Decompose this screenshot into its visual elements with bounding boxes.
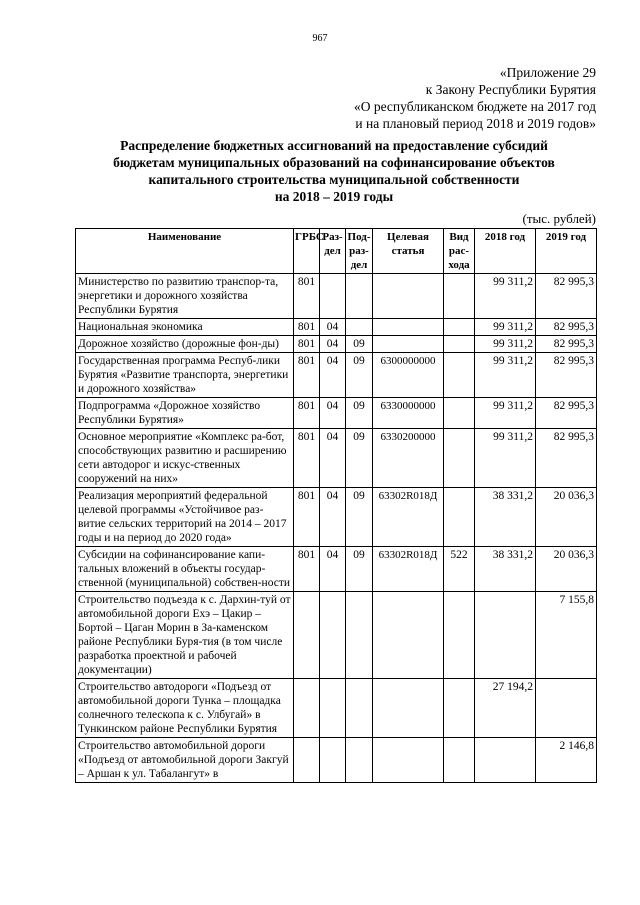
- cell-grbs: 801: [294, 336, 320, 353]
- header-target: Целевая статья: [373, 229, 444, 274]
- title-line: бюджетам муниципальных образований на софинансирование объектов: [113, 155, 555, 170]
- cell-podrazdel: [346, 319, 373, 336]
- cell-2019: 2 146,8: [536, 738, 597, 783]
- header-podrazdel: Под-раз-дел: [346, 229, 373, 274]
- table-header-row: [76, 229, 597, 274]
- budget-table: [75, 228, 597, 783]
- table-row: [76, 738, 597, 783]
- cell-target: [373, 274, 444, 319]
- table-row: [76, 353, 597, 398]
- cell-grbs: 801: [294, 319, 320, 336]
- header-grbs: ГРБС: [294, 229, 320, 274]
- table-row: [76, 398, 597, 429]
- cell-vid: [444, 738, 475, 783]
- cell-2019: 20 036,3: [536, 547, 597, 592]
- cell-2018: 99 311,2: [475, 398, 536, 429]
- cell-2018: 99 311,2: [475, 274, 536, 319]
- header-2019: 2019 год: [536, 229, 597, 274]
- cell-razdel: 04: [320, 488, 346, 547]
- cell-podrazdel: [346, 592, 373, 679]
- cell-vid: [444, 336, 475, 353]
- table-row: [76, 429, 597, 488]
- cell-target: 6330000000: [373, 398, 444, 429]
- cell-2019: 20 036,3: [536, 488, 597, 547]
- appendix-line: и на плановый период 2018 и 2019 годов»: [355, 116, 596, 131]
- cell-vid: [444, 398, 475, 429]
- cell-razdel: 04: [320, 398, 346, 429]
- cell-name: Национальная экономика: [76, 319, 294, 336]
- cell-name: Реализация мероприятий федеральной целевой программы «Устойчивое раз-витие сельских территорий на 2014 – 2017 годы и на период до 2020 года»: [76, 488, 294, 547]
- cell-vid: [444, 592, 475, 679]
- cell-2019: 82 995,3: [536, 319, 597, 336]
- cell-name: Строительство подъезда к с. Дархин-туй от автомобильной дороги Ехэ – Цакир – Бортой – Цаган Морин в За-каменском районе Республики Буря-тия (в том числе разработка проектной и рабочей документации): [76, 592, 294, 679]
- cell-2019: [536, 679, 597, 738]
- cell-vid: [444, 429, 475, 488]
- cell-razdel: 04: [320, 336, 346, 353]
- cell-podrazdel: 09: [346, 398, 373, 429]
- table-row: [76, 592, 597, 679]
- cell-target: 6330200000: [373, 429, 444, 488]
- cell-name: Министерство по развитию транспор-та, энергетики и дорожного хозяйства Республики Бурятия: [76, 274, 294, 319]
- cell-target: 63302R018Д: [373, 488, 444, 547]
- cell-2018: 38 331,2: [475, 488, 536, 547]
- cell-name: Строительство автодороги «Подъезд от автомобильной дороги Тунка – площадка солнечного телескопа к с. Улбугай» в Тункинском районе Республики Бурятия: [76, 679, 294, 738]
- cell-2018: 27 194,2: [475, 679, 536, 738]
- cell-target: 63302R018Д: [373, 547, 444, 592]
- cell-vid: [444, 274, 475, 319]
- cell-razdel: [320, 679, 346, 738]
- cell-target: [373, 336, 444, 353]
- cell-vid: [444, 353, 475, 398]
- cell-razdel: 04: [320, 547, 346, 592]
- cell-razdel: [320, 592, 346, 679]
- cell-grbs: [294, 592, 320, 679]
- table-row: [76, 547, 597, 592]
- title-line: капитального строительства муниципальной собственности: [148, 172, 520, 187]
- cell-name: Дорожное хозяйство (дорожные фон-ды): [76, 336, 294, 353]
- cell-grbs: 801: [294, 547, 320, 592]
- cell-grbs: [294, 738, 320, 783]
- cell-podrazdel: [346, 274, 373, 319]
- appendix-heading: [354, 64, 596, 132]
- appendix-line: «О республиканском бюджете на 2017 год: [353, 99, 596, 114]
- cell-grbs: [294, 679, 320, 738]
- cell-podrazdel: 09: [346, 488, 373, 547]
- cell-2019: 82 995,3: [536, 429, 597, 488]
- table-row: [76, 319, 597, 336]
- cell-razdel: 04: [320, 319, 346, 336]
- cell-grbs: 801: [294, 429, 320, 488]
- cell-target: [373, 738, 444, 783]
- cell-2019: 82 995,3: [536, 353, 597, 398]
- table-row: [76, 336, 597, 353]
- cell-grbs: 801: [294, 274, 320, 319]
- cell-razdel: [320, 738, 346, 783]
- cell-razdel: 04: [320, 353, 346, 398]
- cell-grbs: 801: [294, 488, 320, 547]
- table-row: [76, 274, 597, 319]
- title-line: на 2018 – 2019 годы: [274, 189, 394, 204]
- cell-grbs: 801: [294, 398, 320, 429]
- cell-grbs: 801: [294, 353, 320, 398]
- cell-target: 6300000000: [373, 353, 444, 398]
- cell-podrazdel: 09: [346, 429, 373, 488]
- table-row: [76, 488, 597, 547]
- cell-razdel: [320, 274, 346, 319]
- header-name: Наименование: [76, 229, 294, 274]
- header-vid: Вид рас-хода: [444, 229, 475, 274]
- cell-2019: 7 155,8: [536, 592, 597, 679]
- cell-2018: 38 331,2: [475, 547, 536, 592]
- cell-2018: [475, 738, 536, 783]
- cell-podrazdel: 09: [346, 547, 373, 592]
- cell-target: [373, 679, 444, 738]
- cell-2018: 99 311,2: [475, 353, 536, 398]
- cell-target: [373, 319, 444, 336]
- cell-podrazdel: [346, 679, 373, 738]
- cell-name: Строительство автомобильной дороги «Подъезд от автомобильной дороги Закгуй – Аршан к ул. Табалангут» в: [76, 738, 294, 783]
- cell-vid: [444, 319, 475, 336]
- cell-razdel: 04: [320, 429, 346, 488]
- cell-vid: 522: [444, 547, 475, 592]
- cell-podrazdel: [346, 738, 373, 783]
- cell-2019: 82 995,3: [536, 274, 597, 319]
- cell-target: [373, 592, 444, 679]
- cell-vid: [444, 679, 475, 738]
- cell-name: Субсидии на софинансирование капи-тальных вложений в объекты государ-ственной (муниципальной) собствен-ности: [76, 547, 294, 592]
- cell-2018: [475, 592, 536, 679]
- page-number: 967: [312, 33, 328, 44]
- cell-2019: 82 995,3: [536, 398, 597, 429]
- appendix-line: к Закону Республики Бурятия: [425, 82, 596, 97]
- cell-2018: 99 311,2: [475, 319, 536, 336]
- cell-name: Подпрограмма «Дорожное хозяйство Республики Бурятия»: [76, 398, 294, 429]
- units-label: (тыс. рублей): [522, 211, 596, 226]
- header-razdel: Раз-дел: [320, 229, 346, 274]
- cell-podrazdel: 09: [346, 336, 373, 353]
- table-row: [76, 679, 597, 738]
- appendix-line: «Приложение 29: [499, 65, 596, 80]
- title-line: Распределение бюджетных ассигнований на предоставление субсидий: [120, 138, 548, 153]
- cell-podrazdel: 09: [346, 353, 373, 398]
- cell-2018: 99 311,2: [475, 429, 536, 488]
- cell-vid: [444, 488, 475, 547]
- document-title: [60, 137, 608, 205]
- cell-name: Государственная программа Респуб-лики Бурятия «Развитие транспорта, энергетики и дорожного хозяйства»: [76, 353, 294, 398]
- cell-name: Основное мероприятие «Комплекс ра-бот, способствующих развитию и расширению сети автодорог и искус-ственных сооружений на них»: [76, 429, 294, 488]
- cell-2019: 82 995,3: [536, 336, 597, 353]
- header-2018: 2018 год: [475, 229, 536, 274]
- cell-2018: 99 311,2: [475, 336, 536, 353]
